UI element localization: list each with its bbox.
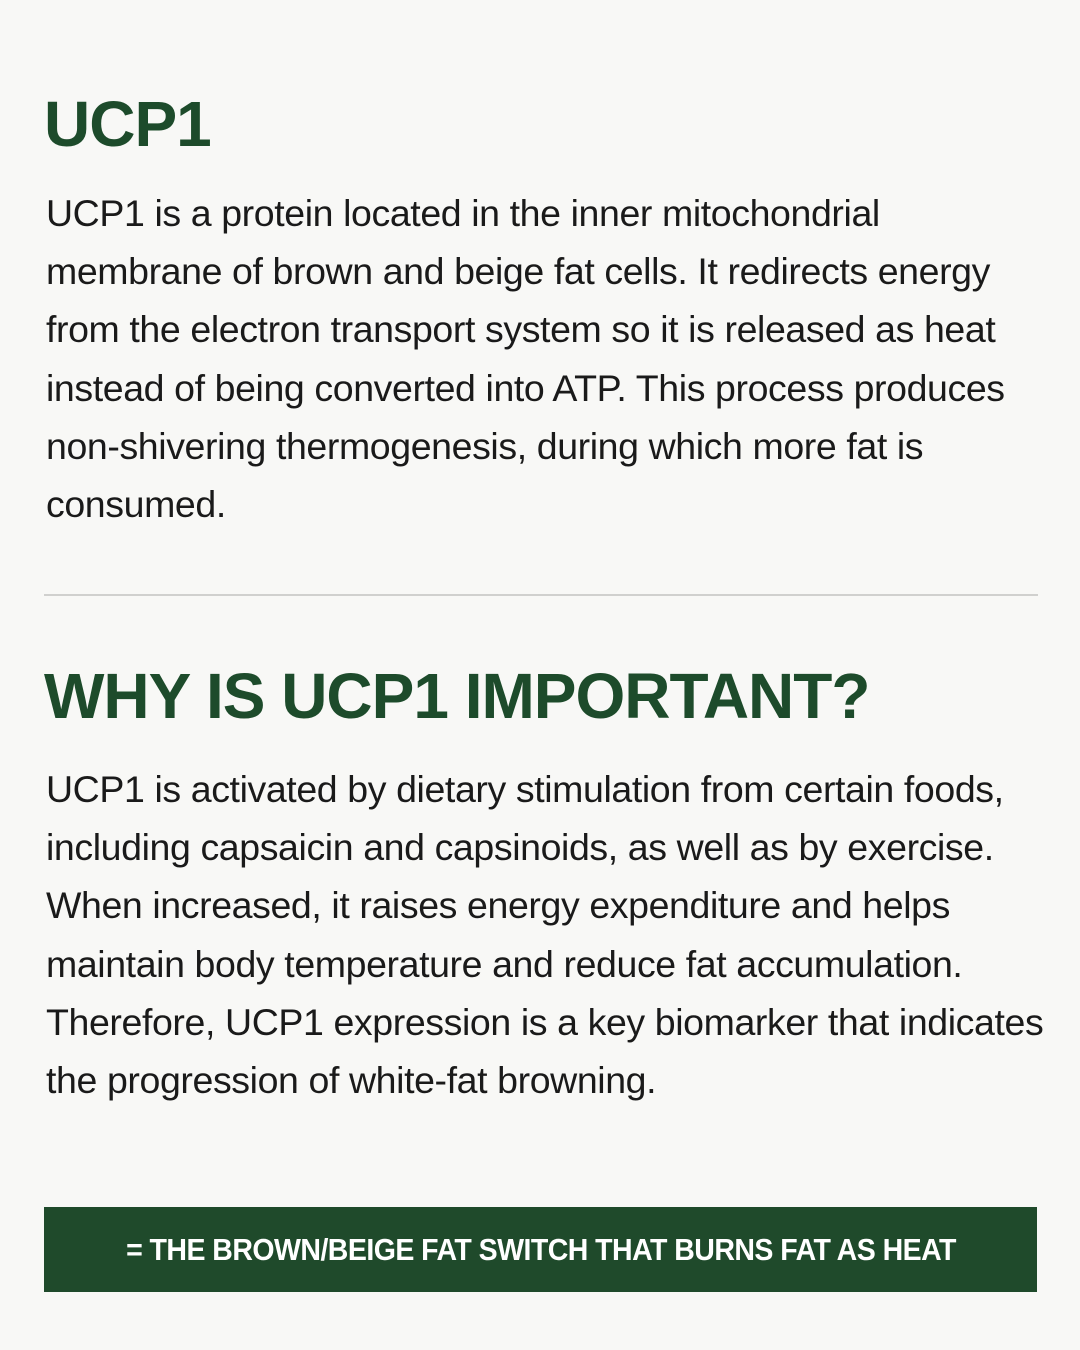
section-body-ucp1: UCP1 is a protein located in the inner mitochondrial membrane of brown and beige fat cells. It redirects energy from the electron transport system so it is released as heat instead of being converted into ATP. This process produces non-shivering thermogenesis, during which more fat is consumed. <box>46 192 1005 526</box>
summary-callout-text: = THE BROWN/BEIGE FAT SWITCH THAT BURNS FAT AS HEAT <box>125 1231 956 1267</box>
section-divider <box>44 594 1038 596</box>
section-title-importance: WHY IS UCP1 IMPORTANT? <box>44 660 870 732</box>
section-title-ucp1: UCP1 <box>44 88 211 160</box>
summary-callout-banner <box>44 1207 1037 1292</box>
section-body-importance: UCP1 is activated by dietary stimulation from certain foods, including capsaicin and capsinoids, as well as by exercise. When increased, it raises energy expenditure and helps maintain body temperature and reduce fat accumulation. Therefore, UCP1 expression is a key biomarker that indicates the progression of white-fat browning. <box>46 768 1044 1102</box>
